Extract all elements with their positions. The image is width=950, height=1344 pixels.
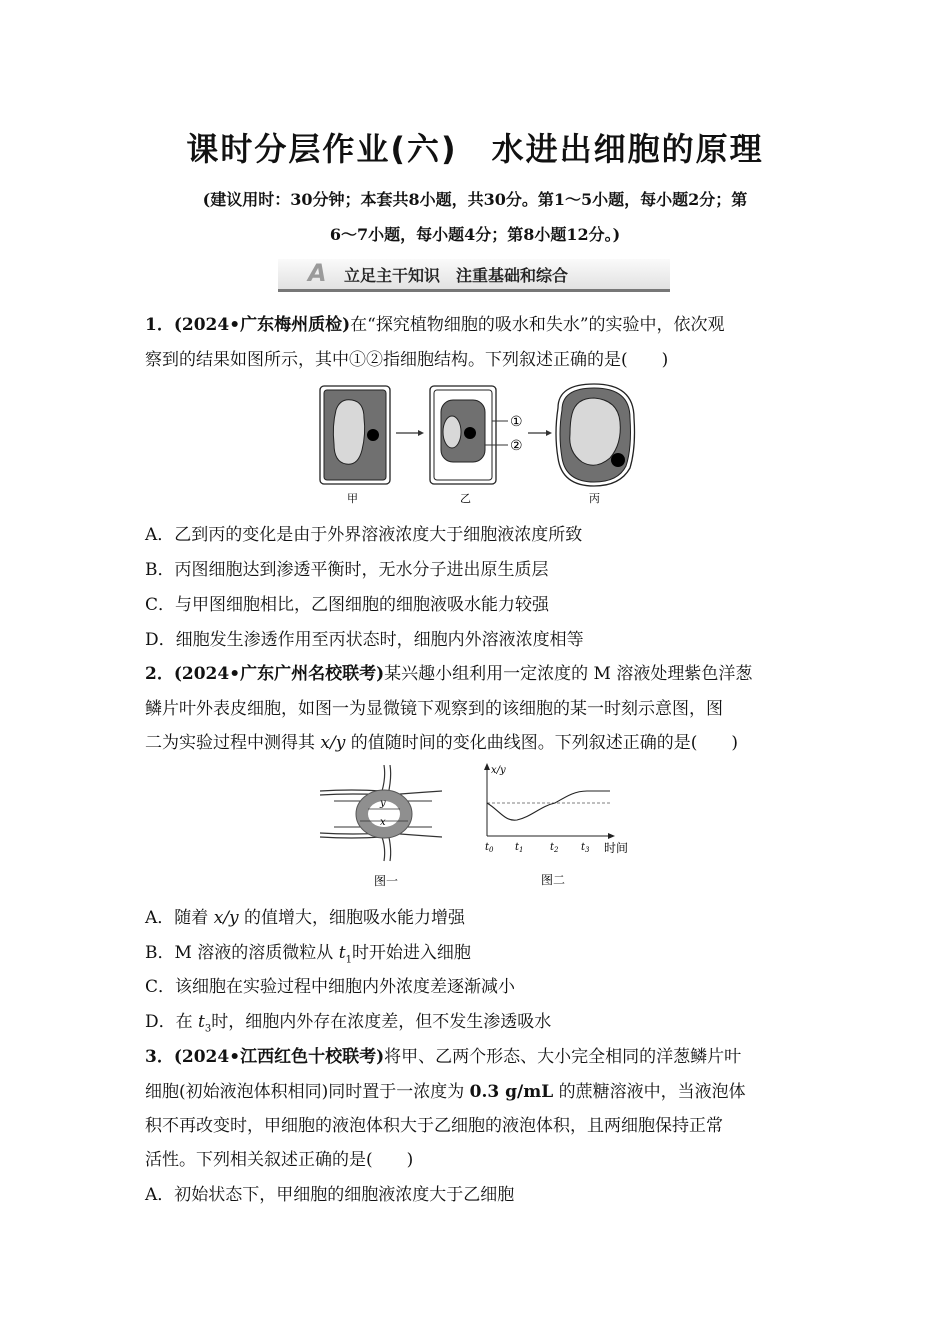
q2-stem-line-2: 鳞片叶外表皮细胞，如图一为显微镜下观察到的该细胞的某一时刻示意图，图: [145, 699, 723, 719]
q2-figure-2-chart: [475, 760, 640, 890]
tick-t3: $t_3$: [581, 842, 590, 854]
marker-x: x: [380, 817, 386, 828]
q2-source: (2024•广东广州名校联考): [173, 664, 385, 684]
label-yi: 乙: [460, 492, 471, 505]
q1-option-c: C．与甲图细胞相比，乙图细胞的细胞液吸水能力较强: [145, 595, 550, 615]
q3-option-a: A．初始状态下，甲细胞的细胞液浓度大于乙细胞: [145, 1185, 515, 1205]
title-main: 课时分层作业(六): [186, 130, 458, 168]
title-topic: 水进出细胞的原理: [491, 130, 764, 168]
cell-bing: [556, 384, 635, 486]
q3-stem-line-4: 活性。下列相关叙述正确的是( ): [145, 1150, 414, 1170]
q2-option-b: B．M 溶液的溶质微粒从 $t_1$时开始进入细胞: [145, 943, 471, 966]
q1-source: (2024•广东梅州质检): [173, 315, 351, 335]
marker-2: ②: [510, 438, 523, 454]
q2-stem-line-3: 二为实验过程中测得其 x/y 的值随时间的变化曲线图。下列叙述正确的是( ): [145, 733, 738, 753]
q3-stem-line-2: 细胞(初始液泡体积相同)同时置于一浓度为 0.3 g/mL 的蔗糖溶液中，当液泡体: [145, 1082, 746, 1102]
tick-t0: $t_0$: [485, 842, 494, 854]
tick-t1: $t_1$: [515, 842, 524, 854]
marker-1: ①: [510, 414, 523, 430]
meta-line-1: (建议用时：30分钟；本套共8小题，共30分。第1～5小题，每小题2分；第: [202, 190, 748, 209]
q3-stem-line-3: 积不再改变时，甲细胞的液泡体积大于乙细胞的液泡体积，且两细胞保持正常: [145, 1116, 723, 1136]
data-curve: [487, 791, 610, 820]
label-bing: 丙: [589, 492, 600, 505]
section-banner-text: 立足主干知识 注重基础和综合: [344, 266, 569, 285]
section-letter: A: [308, 259, 327, 287]
label-jia: 甲: [347, 492, 358, 505]
q2-option-a: A．随着 x/y 的值增大，细胞吸水能力增强: [145, 908, 466, 928]
section-banner: [278, 259, 670, 292]
q1-option-d: D．细胞发生渗透作用至丙状态时，细胞内外溶液浓度相等: [145, 630, 584, 650]
cell-jia: [320, 386, 390, 484]
page-title: [0, 124, 950, 170]
x-axis-label: 时间: [604, 841, 629, 855]
q2-figure-1: [312, 765, 457, 890]
fig2-label: 图二: [541, 873, 566, 887]
q1-stem-line-2: 察到的结果如图所示，其中①②指细胞结构。下列叙述正确的是( ): [145, 350, 669, 370]
meta-line-2: 6～7小题，每小题4分；第8小题12分。): [329, 225, 621, 244]
tick-t2: $t_2$: [550, 842, 559, 854]
q1-option-b: B．丙图细胞达到渗透平衡时，无水分子进出原生质层: [145, 560, 549, 580]
cell-yi: [430, 386, 508, 484]
q3-source: (2024•江西红色十校联考): [173, 1047, 385, 1067]
q1-figure: [300, 378, 645, 508]
q2-stem-line-1: 2．(2024•广东广州名校联考)某兴趣小组利用一定浓度的 M 溶液处理紫色洋葱: [145, 664, 753, 684]
marker-y: y: [380, 798, 386, 809]
q1-option-a: A．乙到丙的变化是由于外界溶液浓度大于细胞液浓度所致: [145, 525, 583, 545]
q3-stem-line-1: 3．(2024•江西红色十校联考)将甲、乙两个形态、大小完全相同的洋葱鳞片叶: [145, 1047, 742, 1067]
q2-option-d: D．在 $t_3$时，细胞内外存在浓度差，但不发生渗透吸水: [145, 1012, 552, 1035]
y-axis-label: x/y: [491, 765, 506, 776]
q2-option-c: C．该细胞在实验过程中细胞内外浓度差逐渐减小: [145, 977, 516, 997]
q1-stem-line-1: 1．(2024•广东梅州质检)在“探究植物细胞的吸水和失水”的实验中，依次观: [145, 315, 725, 335]
fig1-label: 图一: [374, 874, 399, 888]
